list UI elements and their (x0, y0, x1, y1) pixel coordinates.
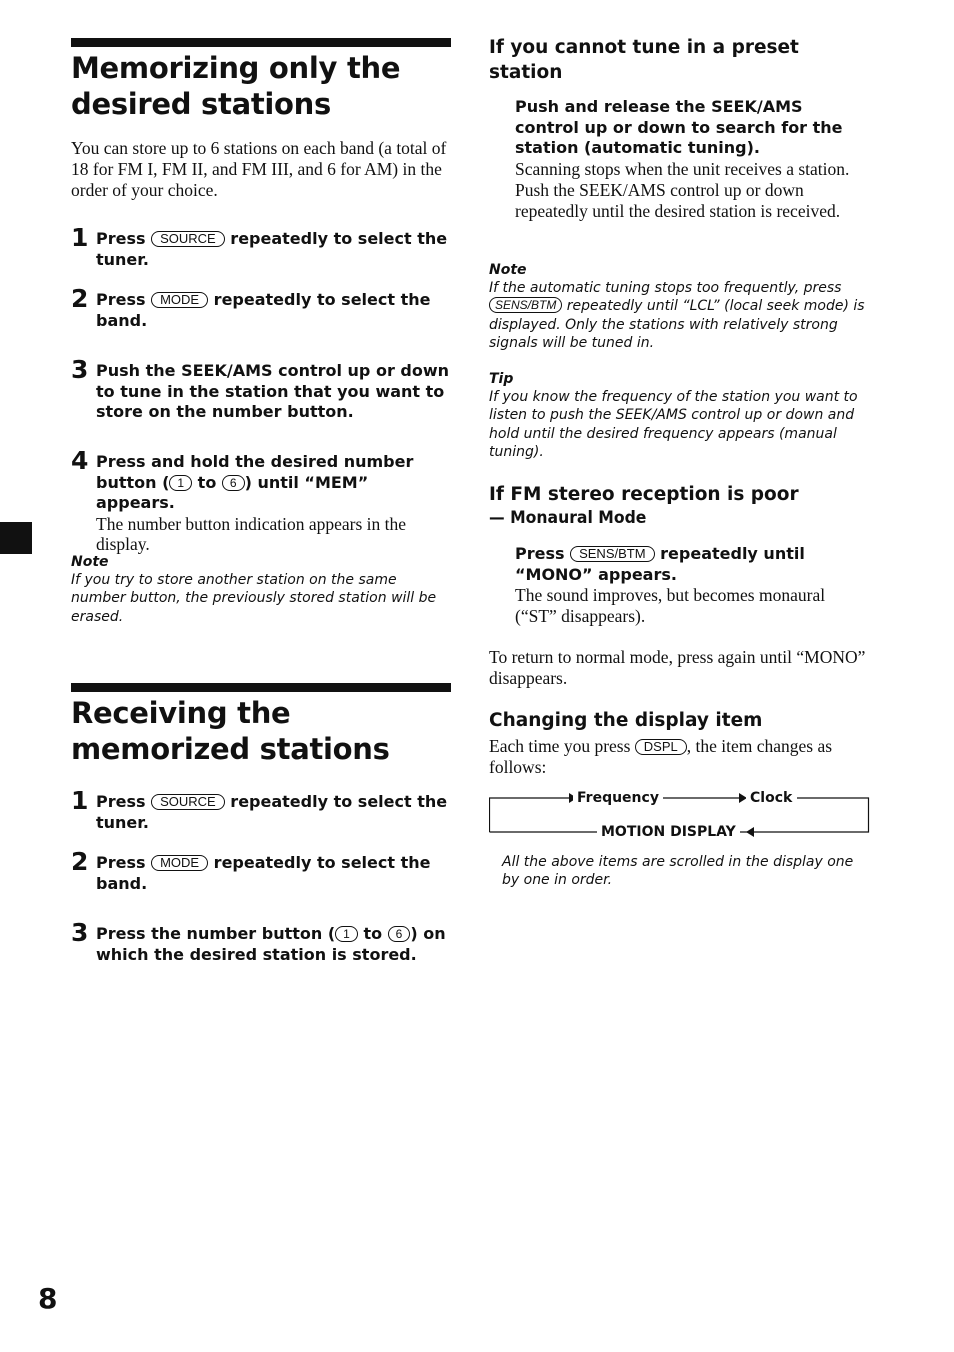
source-key: SOURCE (151, 794, 225, 810)
note-label: Note (489, 262, 527, 278)
number-key-1: 1 (169, 475, 192, 491)
step-1: 1 Press SOURCE repeatedly to select the tuner. (71, 223, 448, 269)
dspl-key: DSPL (635, 739, 687, 755)
arrow-left-icon (746, 827, 754, 837)
flow-item-frequency: Frequency (573, 789, 663, 807)
tip-text: If you know the frequency of the station you want to listen to push the SEEK/AMS control up or down and hold until the desired frequency appears (manual tuning). (489, 389, 858, 460)
tip-label: Tip (489, 371, 514, 387)
stereo-subheading: — Monaural Mode (489, 508, 647, 528)
step-number: 3 (71, 918, 89, 947)
step-2: 2 Press MODE repeatedly to select the band. (71, 284, 431, 330)
section-rule (71, 683, 451, 692)
stereo-explanation: The sound improves, but becomes monaural (“ST” disappears). (515, 585, 826, 626)
note-block: Note If the automatic tuning stops too frequently, press SENS/BTM repeatedly until “LCL” (local seek mode) is displayed. Only the stations with relatively strong signals will be tuned in. (489, 261, 871, 352)
mode-key: MODE (151, 855, 208, 871)
step-number: 1 (71, 223, 89, 252)
note-label: Note (71, 554, 109, 570)
stereo-instruction: Press SENS/BTM repeatedly until “MONO” appears. (515, 544, 805, 584)
number-key-1: 1 (335, 926, 358, 942)
preset-heading: If you cannot tune in a preset station (489, 37, 799, 83)
preset-explanation: Scanning stops when the unit receives a station. Push the SEEK/AMS control up or down repeatedly until the desired station is received. (515, 159, 850, 221)
step-text: Push the SEEK/AMS control up or down to tune in the station that you want to store on the number button. (96, 361, 450, 421)
tip-block (489, 370, 871, 461)
section-tab-marker (0, 522, 32, 554)
section-rule (71, 38, 451, 47)
section-title-receiving: Receiving the memorized stations (71, 696, 390, 766)
display-caption: All the above items are scrolled in the display one by one in order. (502, 854, 854, 889)
step-number: 3 (71, 355, 89, 384)
step-4: 4 Press and hold the desired number button ( 1 to 6 ) until “MEM” appears. The number button indication appears in the display. (71, 452, 451, 555)
source-key: SOURCE (151, 231, 225, 247)
stereo-heading: If FM stereo reception is poor (489, 484, 799, 505)
section-title-memorizing: Memorizing only the desired stations (71, 51, 401, 121)
flow-item-clock: Clock (746, 789, 796, 807)
number-key-6: 6 (222, 475, 245, 491)
section-intro: You can store up to 6 stations on each band (a total of 18 for FM I, FM II, and FM III, and 6 for AM) in the order of your choice. (71, 138, 447, 200)
display-heading: Changing the display item (489, 710, 763, 731)
display-instruction: Each time you press DSPL , the item changes as follows: (489, 736, 833, 777)
return-instruction: To return to normal mode, press again until “MONO” disappears. (489, 647, 866, 688)
number-key-6: 6 (388, 926, 411, 942)
step-3: 3 Press the number button ( 1 to 6 ) on which the desired station is stored. (71, 918, 446, 964)
flow-item-motion-display: MOTION DISPLAY (597, 823, 740, 841)
step-number: 1 (71, 786, 89, 815)
note-text: If you try to store another station on the same number button, the previously stored station will be erased. (71, 572, 437, 625)
sens-btm-key: SENS/BTM (570, 546, 654, 562)
step-number: 2 (71, 284, 89, 313)
page-number: 8 (38, 1282, 58, 1315)
preset-instruction: Push and release the SEEK/AMS control up or down to search for the station (automatic tuning). (515, 97, 843, 157)
step-3 (71, 355, 451, 423)
step-number: 2 (71, 847, 89, 876)
step-2: 2 Press MODE repeatedly to select the band. (71, 847, 431, 893)
step-number: 4 (71, 446, 89, 475)
step-explanation: The number button indication appears in the display. (96, 513, 407, 555)
display-cycle-diagram (489, 788, 871, 838)
note-block (71, 553, 451, 626)
step-1: 1 Press SOURCE repeatedly to select the tuner. (71, 786, 448, 832)
mode-key: MODE (151, 292, 208, 308)
sens-btm-key: SENS/BTM (489, 297, 562, 313)
